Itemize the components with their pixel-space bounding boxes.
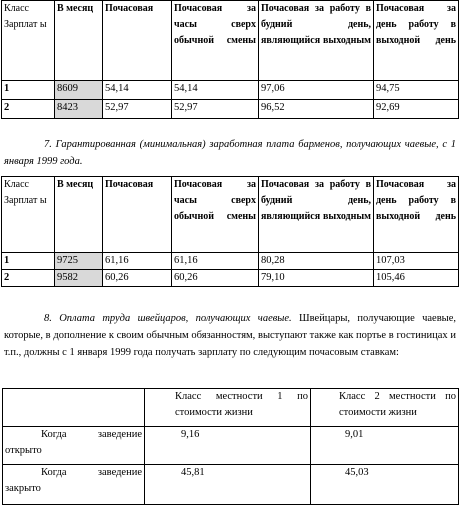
header-overtime: Почасовая за часы сверх обычной смены (172, 1, 259, 81)
cell-class: 1 (2, 253, 55, 270)
header-zone-1: Класс местности 1 по стоимости жизни (145, 389, 311, 427)
cell-monthly: 8423 (55, 100, 103, 119)
cell-weekday-holiday: 96,52 (259, 100, 374, 119)
header-weekend: Почасовая за день работу в выходной день (374, 1, 459, 81)
cell-class: 1 (2, 81, 55, 100)
header-class: Класс Зарплат ы (2, 1, 55, 81)
table-row (2, 100, 459, 119)
header-weekend: Почасовая за день работу в выходной день (374, 177, 459, 253)
cell-monthly: 9582 (55, 270, 103, 287)
cell-weekend: 105,46 (374, 270, 459, 287)
cell-weekday-holiday: 79,10 (259, 270, 374, 287)
cell-hourly: 61,16 (103, 253, 172, 270)
cell-hourly: 54,14 (103, 81, 172, 100)
header-class: Класс Зарплат ы (2, 177, 55, 253)
cell-overtime: 54,14 (172, 81, 259, 100)
wage-table-1 (1, 0, 459, 119)
cell-zone-2: 45,03 (311, 465, 459, 505)
cell-monthly: 9725 (55, 253, 103, 270)
cell-zone-1: 45,81 (145, 465, 311, 505)
cell-zone-1: 9,16 (145, 427, 311, 465)
cell-weekend: 107,03 (374, 253, 459, 270)
table-row (2, 81, 459, 100)
cell-weekend: 92,69 (374, 100, 459, 119)
cell-weekday-holiday: 80,28 (259, 253, 374, 270)
cell-zone-2: 9,01 (311, 427, 459, 465)
cell-weekday-holiday: 97,06 (259, 81, 374, 100)
cell-hourly: 60,26 (103, 270, 172, 287)
header-zone-2: Класс 2 местности по стоимости жизни (311, 389, 459, 427)
cell-overtime: 60,26 (172, 270, 259, 287)
cell-monthly: 8609 (55, 81, 103, 100)
table-row (3, 427, 459, 465)
header-weekday-holiday: Почасовая за работу в будний день, являющийся выходным (259, 1, 374, 81)
header-weekday-holiday: Почасовая за работу в будний день, являющийся выходным (259, 177, 374, 253)
cell-hourly: 52,97 (103, 100, 172, 119)
header-monthly: В месяц (55, 177, 103, 253)
paragraph-8-body: Швейцары, получающие чаевые, которые, в дополнение к своим обычным обязанностям, выступают также как портье в гостиницах и т.п., должны с 1 января 1999 года получать зарплату по следующим почасовым ставкам: (4, 313, 456, 358)
header-empty (3, 389, 145, 427)
cell-overtime: 52,97 (172, 100, 259, 119)
header-monthly: В месяц (55, 1, 103, 81)
doorman-rates-table (2, 388, 459, 505)
paragraph-7: 7. Гарантированная (минимальная) заработная плата барменов, получающих чаевые, с 1 января 1999 года. (4, 139, 456, 167)
cell-condition: Когда заведение открыто (3, 427, 145, 465)
wage-table-2 (1, 176, 459, 287)
header-hourly: Почасовая (103, 177, 172, 253)
table-row (2, 270, 459, 287)
paragraph-8-heading: 8. Оплата труда швейцаров, получающих чаевые. (44, 313, 292, 324)
cell-overtime: 61,16 (172, 253, 259, 270)
cell-class: 2 (2, 270, 55, 287)
cell-condition: Когда заведение закрыто (3, 465, 145, 505)
table-row (3, 465, 459, 505)
cell-class: 2 (2, 100, 55, 119)
header-hourly: Почасовая (103, 1, 172, 81)
cell-weekend: 94,75 (374, 81, 459, 100)
header-overtime: Почасовая за часы сверх обычной смены (172, 177, 259, 253)
paragraph-8 (4, 310, 456, 361)
table-row (2, 253, 459, 270)
